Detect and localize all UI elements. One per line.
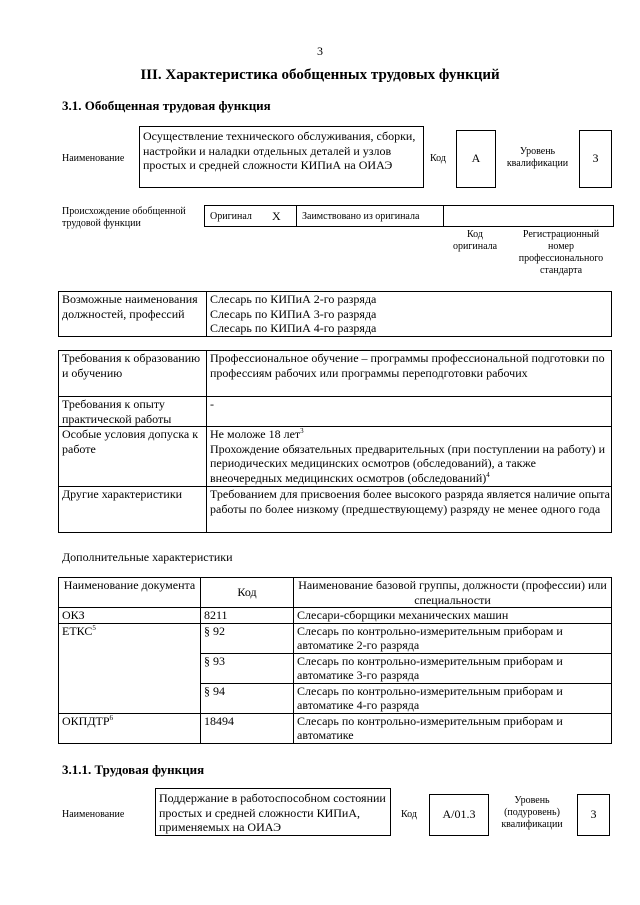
gtf-level-label: Уровень квалификации bbox=[506, 146, 569, 169]
tf-level-label: Уровень (подуровень) квалификации bbox=[501, 795, 563, 830]
experience-value: - bbox=[207, 397, 612, 427]
gtf-name-label: Наименование bbox=[62, 153, 125, 164]
origin-label: Происхождение обобщенной трудовой функции bbox=[62, 206, 186, 229]
education-value: Профессиональное обучение – программы профессиональной подготовки по профессиям рабочих или программы переподготовки рабочих bbox=[207, 351, 612, 397]
tf-level-value: 3 bbox=[577, 794, 610, 836]
position-item: Слесарь по КИПиА 3-го разряда bbox=[210, 306, 377, 321]
origin-divider-2 bbox=[443, 205, 444, 227]
additional-heading: Дополнительные характеристики bbox=[62, 550, 233, 564]
experience-label: Требования к опыту практической работы bbox=[59, 397, 207, 427]
col-code-header: Код bbox=[201, 578, 294, 608]
original-mark: X bbox=[272, 209, 281, 223]
positions-table bbox=[58, 291, 612, 337]
positions-label: Возможные наименования должностей, профессий bbox=[59, 292, 207, 337]
special-medical: Прохождение обязательных предварительных (при поступлении на работу) и периодических медицинских осмотров (обследований), а также внеочередных медицинских осмотров (обследований) bbox=[210, 441, 606, 485]
borrowed-label: Заимствовано из оригинала bbox=[302, 211, 420, 222]
reg-number-label: Регистрационный номер профессионального стандарта bbox=[518, 229, 604, 276]
gtf-code-label: Код bbox=[430, 153, 446, 164]
code-origin-label: Код оригинала bbox=[452, 229, 498, 252]
origin-divider-1 bbox=[296, 205, 297, 227]
gtf-code-value: А bbox=[456, 130, 496, 188]
page-number: 3 bbox=[317, 44, 323, 58]
positions-list bbox=[207, 292, 612, 337]
table-row: ОКПДТР$^6$ 18494 Слесарь по контрольно-измерительным приборам и автоматике bbox=[59, 713, 612, 743]
table-row: § 93 Слесарь по контрольно-измерительным приборам и автоматике 3-го разряда bbox=[59, 653, 612, 683]
gtf-heading: 3.1. Обобщенная трудовая функция bbox=[62, 98, 271, 113]
position-item: Слесарь по КИПиА 4-го разряда bbox=[210, 321, 377, 335]
special-age: Не моложе 18 лет bbox=[210, 427, 301, 441]
gtf-level-value: 3 bbox=[579, 130, 612, 188]
other-value: Требованием для присвоения более высокого разряда является наличие опыта работы по более низкому (предшествующему) разряду не менее одного года bbox=[207, 487, 612, 533]
tf-heading: 3.1.1. Трудовая функция bbox=[62, 762, 205, 777]
tf-code-label: Код bbox=[401, 809, 417, 820]
tf-name-label: Наименование bbox=[62, 809, 125, 820]
col-name-header: Наименование базовой группы, должности (профессии) или специальности bbox=[294, 578, 612, 608]
education-label: Требования к образованию и обучению bbox=[59, 351, 207, 397]
table-row: ОКЗ 8211 Слесари-сборщики механических машин bbox=[59, 608, 612, 624]
section-title: III. Характеристика обобщенных трудовых функций bbox=[140, 67, 500, 83]
special-label: Особые условия допуска к работе bbox=[59, 427, 207, 487]
gtf-name-value: Осуществление технического обслуживания, сборки, настройки и наладки отдельных деталей и узлов простых и средней сложности КИПиА на ОИАЭ bbox=[139, 126, 424, 188]
other-label: Другие характеристики bbox=[59, 487, 207, 533]
col-doc-header: Наименование документа bbox=[59, 578, 201, 608]
special-value bbox=[207, 427, 612, 487]
tf-name-value: Поддержание в работоспособном состоянии простых и средней сложности КИПиА, применяемых на ОИАЭ bbox=[155, 788, 391, 836]
original-label: Оригинал bbox=[210, 211, 252, 222]
position-item: Слесарь по КИПиА 2-го разряда bbox=[210, 292, 377, 306]
footnote-ref: 3 bbox=[300, 427, 304, 435]
additional-table bbox=[58, 577, 612, 744]
table-row: § 94 Слесарь по контрольно-измерительным приборам и автоматике 4-го разряда bbox=[59, 683, 612, 713]
table-row: ЕТКС$^5$ § 92 Слесарь по контрольно-измерительным приборам и автоматике 2-го разряда bbox=[59, 623, 612, 653]
requirements-table bbox=[58, 350, 612, 533]
footnote-ref: 4 bbox=[486, 470, 490, 479]
tf-code-value: A/01.3 bbox=[429, 794, 489, 836]
